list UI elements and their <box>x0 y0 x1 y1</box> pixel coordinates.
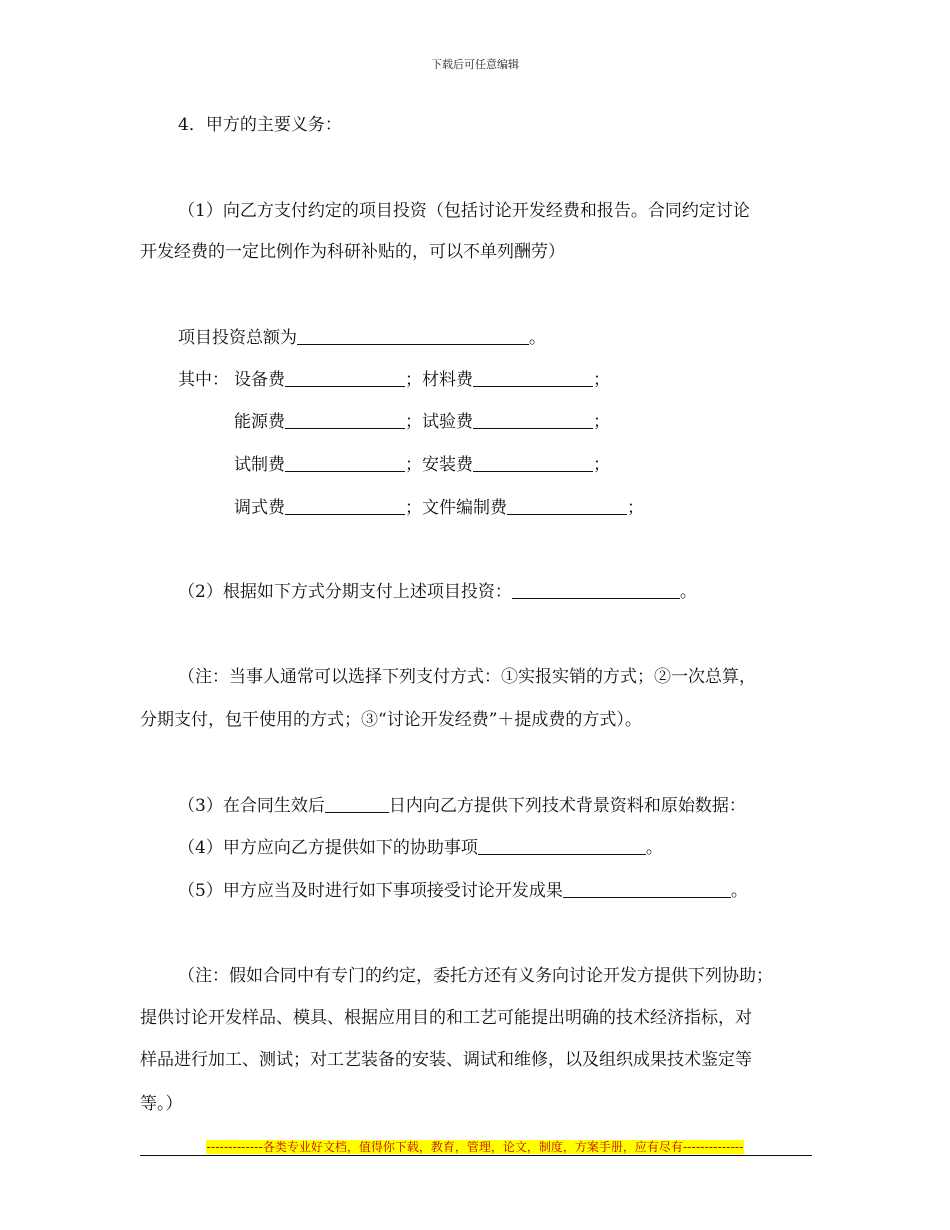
fee-blank[interactable] <box>507 496 627 515</box>
footer-banner <box>0 1136 950 1155</box>
item4-line <box>178 836 663 860</box>
fee-blank[interactable] <box>285 410 405 429</box>
fee-blank[interactable] <box>473 453 593 472</box>
fee-label: 试制费 <box>234 455 285 475</box>
item4-blank[interactable] <box>478 836 646 855</box>
item1-line2: 开发经费的一定比例作为科研补贴的，可以不单列酬劳） <box>140 242 565 262</box>
item5-blank[interactable] <box>563 879 731 898</box>
investment-total-end: 。 <box>529 328 546 348</box>
item2-blank[interactable] <box>512 580 680 599</box>
fee-separator: ； <box>405 498 422 518</box>
note2-line3: 样品进行加工、测试；对工艺装备的安装、调试和维修，以及组织成果技术鉴定等 <box>140 1050 752 1070</box>
fee-separator: ； <box>405 412 422 432</box>
fee-separator: ； <box>593 370 610 390</box>
item5-line <box>178 879 748 903</box>
fee-blank[interactable] <box>473 410 593 429</box>
fee-label: 试验费 <box>422 412 473 432</box>
item2-text: （2）根据如下方式分期支付上述项目投资： <box>178 582 512 602</box>
fee-row <box>234 496 644 520</box>
fee-label: 安装费 <box>422 455 473 475</box>
item5-end: 。 <box>730 881 748 901</box>
fee-blank[interactable] <box>285 496 405 515</box>
fee-label: 能源费 <box>234 412 285 432</box>
fee-label: 文件编制费 <box>422 498 507 518</box>
fee-row <box>234 410 610 434</box>
footer-text: -------------各类专业好文档，值得你下载，教育，管理，论文，制度，方案手册，应有尽有-------------- <box>206 1140 744 1154</box>
note1-line2: 分期支付，包干使用的方式；③“讨论开发经费”＋提成费的方式）。 <box>140 710 642 730</box>
note2-line1: （注：假如合同中有专门的约定，委托方还有义务向讨论开发方提供下列协助； <box>178 966 773 986</box>
section-title: 4．甲方的主要义务： <box>178 115 342 135</box>
item3-before: （3）在合同生效后 <box>178 796 325 816</box>
item1-line1: （1）向乙方支付约定的项目投资（包括讨论开发经费和报告。合同约定讨论 <box>178 201 750 221</box>
footer-divider <box>140 1155 812 1156</box>
item3-after: 日内向乙方提供下列技术背景资料和原始数据： <box>388 796 746 816</box>
fee-blank[interactable] <box>285 368 405 387</box>
item3-line <box>178 794 746 818</box>
fee-row <box>234 453 610 477</box>
fee-separator: ； <box>593 412 610 432</box>
fee-separator: ； <box>405 370 422 390</box>
fee-separator: ； <box>627 498 644 518</box>
page-header: 下载后可任意编辑 <box>431 58 519 71</box>
item5-text: （5）甲方应当及时进行如下事项接受讨论开发成果 <box>178 881 563 901</box>
investment-total-blank[interactable] <box>297 326 529 345</box>
fee-separator: ； <box>405 455 422 475</box>
fee-blank[interactable] <box>473 368 593 387</box>
investment-total-line <box>178 326 546 350</box>
note2-line2: 提供讨论开发样品、模具、根据应用目的和工艺可能提出明确的技术经济指标，对 <box>140 1008 752 1028</box>
fee-label: 材料费 <box>422 370 473 390</box>
item2-line <box>178 580 697 604</box>
item4-end: 。 <box>645 838 663 858</box>
fee-blank[interactable] <box>285 453 405 472</box>
fee-label: 调式费 <box>234 498 285 518</box>
fee-separator: ； <box>593 455 610 475</box>
fee-label: 设备费 <box>234 370 285 390</box>
investment-total-label: 项目投资总额为 <box>178 328 297 348</box>
item2-end: 。 <box>679 582 697 602</box>
of-which-label: 其中： <box>178 370 229 390</box>
note1-line1: （注：当事人通常可以选择下列支付方式：①实报实销的方式；②一次总算， <box>178 667 756 687</box>
note2-line4: 等。） <box>140 1094 183 1114</box>
fee-row <box>234 368 610 392</box>
item4-text: （4）甲方应向乙方提供如下的协助事项 <box>178 838 478 858</box>
item3-days-blank[interactable] <box>325 794 389 813</box>
